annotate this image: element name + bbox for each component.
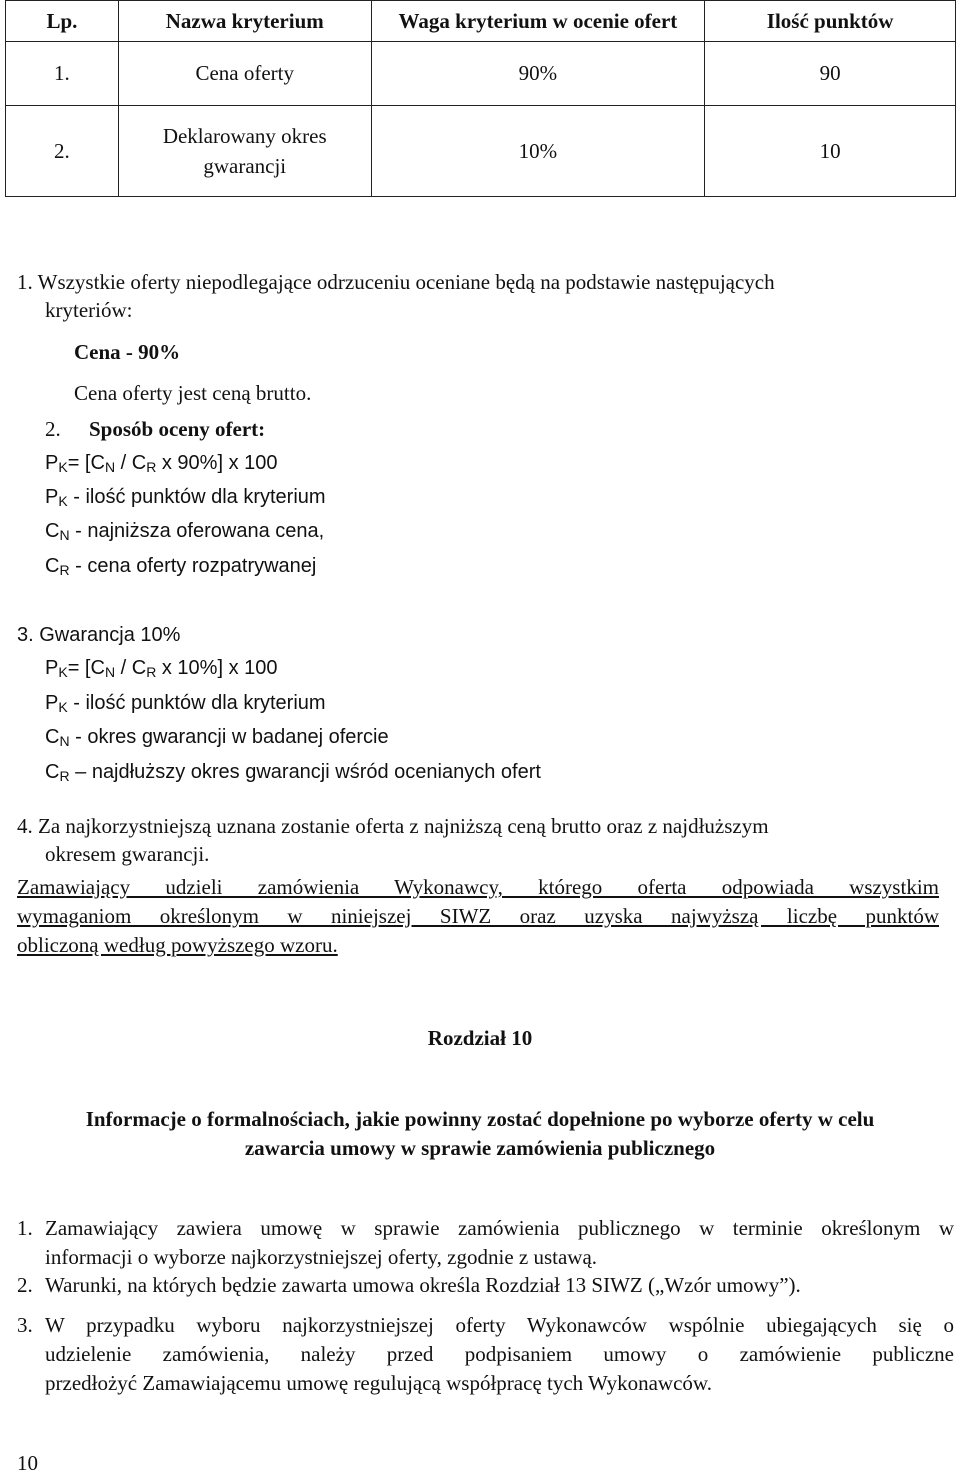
item-text: przedłożyć Zamawiającemu umowę regulującą współpracę tych Wykonawców. — [45, 1371, 712, 1395]
item-text: informacji o wyborze najkorzystniejszej oferty, zgodnie z ustawą. — [45, 1245, 598, 1269]
section2-title: Sposób oceny ofert: — [89, 417, 266, 441]
cell-weight: 10% — [371, 106, 705, 197]
award-line: wymaganiom określonym w niniejszej SIWZ oraz uzyska najwyższą liczbę punktów — [17, 904, 939, 928]
item-number: 2. — [17, 1273, 33, 1297]
section3-title: 3. Gwarancja 10% — [17, 624, 181, 646]
pk-definition: $P_K$ - ilość punktów dla kryterium — [45, 486, 326, 509]
cn-definition: $C_N$ - najniższa oferowana cena, — [45, 520, 325, 543]
criteria-table — [5, 0, 956, 197]
chapter-subtitle-line1: Informacje o formalnościach, jakie powinny zostać dopełnione po wyborze oferty w celu — [85, 1107, 875, 1131]
award-line: obliczoną według powyższego wzoru. — [17, 933, 338, 957]
table-row — [6, 106, 956, 197]
cn-definition: $C_N$ - okres gwarancji w badanej ofercie — [45, 726, 389, 749]
item-text: W przypadku wyboru najkorzystniejszej oferty Wykonawców wspólnie ubiegających się o — [45, 1313, 954, 1337]
page-number: 10 — [17, 1451, 38, 1475]
header-weight: Waga kryterium w ocenie ofert — [371, 1, 705, 42]
item-text: udzielenie zamówienia, należy przed podpisaniem umowy o zamówienie publiczne — [45, 1342, 954, 1366]
item-text: Warunki, na których będzie zawarta umowa określa Rozdział 13 SIWZ („Wzór umowy”). — [45, 1273, 801, 1297]
award-line: Zamawiający udzieli zamówienia Wykonawcy, którego oferta odpowiada wszystkim — [17, 875, 939, 899]
formula-10: $P_K= [C_N / C_R$ x 10%] x 100 — [45, 657, 278, 680]
criterion-name-line: Deklarowany okres — [162, 124, 327, 148]
section4-line2: okresem gwarancji. — [45, 842, 210, 866]
table-row — [6, 42, 956, 106]
header-criterion-name: Nazwa kryterium — [118, 1, 371, 42]
cell-criterion-name — [118, 106, 371, 197]
cell-points: 90 — [705, 42, 956, 106]
chapter-subtitle-line2: zawarcia umowy w sprawie zamówienia publicznego — [244, 1136, 716, 1160]
section1-line2: kryteriów: — [45, 298, 133, 322]
cr-definition: $C_R$ - cena oferty rozpatrywanej — [45, 555, 317, 578]
pk-definition: $P_K$ - ilość punktów dla kryterium — [45, 692, 326, 715]
cena-note: Cena oferty jest ceną brutto. — [74, 381, 312, 405]
cell-points: 10 — [705, 106, 956, 197]
cell-lp: 2. — [6, 106, 119, 197]
cena-heading: Cena - 90% — [74, 340, 181, 364]
table-header-row — [6, 1, 956, 42]
formula-90: $P_K= [C_N / C_R$ x 90%] x 100 — [45, 452, 278, 475]
item-text: Zamawiający zawiera umowę w sprawie zamówienia publicznego w terminie określonym w — [45, 1216, 954, 1240]
chapter-title: Rozdział 10 — [427, 1026, 533, 1050]
cell-weight: 90% — [371, 42, 705, 106]
section1-line1: 1. Wszystkie oferty niepodlegające odrzuceniu oceniane będą na podstawie następujących — [17, 270, 775, 294]
cell-criterion-name: Cena oferty — [118, 42, 371, 106]
section2-number: 2. — [45, 417, 61, 441]
section4-line1: 4. Za najkorzystniejszą uznana zostanie oferta z najniższą ceną brutto oraz z najdłuższym — [17, 814, 769, 838]
item-number: 3. — [17, 1313, 33, 1337]
cr-definition: $C_R$ – najdłuższy okres gwarancji wśród ocenianych ofert — [45, 761, 541, 784]
header-points: Ilość punktów — [705, 1, 956, 42]
criterion-name-line: gwarancji — [203, 154, 287, 178]
header-lp: Lp. — [6, 1, 119, 42]
cell-lp: 1. — [6, 42, 119, 106]
item-number: 1. — [17, 1216, 33, 1240]
